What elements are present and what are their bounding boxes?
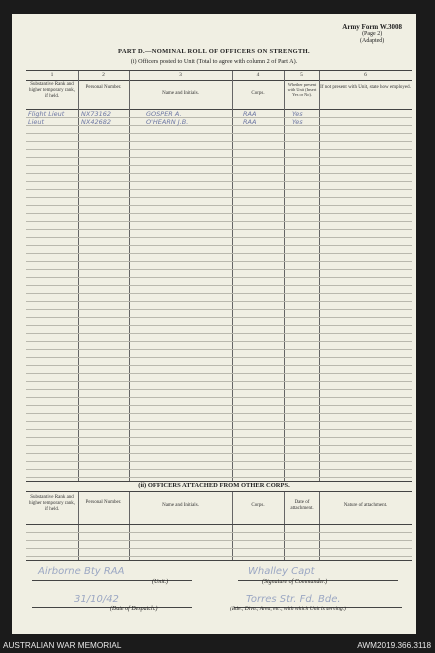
row1-number: NX73162 <box>81 110 111 118</box>
row1-name: GOSPER A. <box>146 110 182 118</box>
bde-value: Torres Str. Fd. Bde. <box>246 594 341 605</box>
table-row-line <box>26 181 412 182</box>
row1-rank: Flight Lieut <box>28 110 65 118</box>
attached-header-nature: Nature of attachment. <box>343 503 388 508</box>
table-row-line <box>26 229 412 230</box>
header-rank: Substantive Rank and higher temporary rank, if held. <box>29 82 75 99</box>
table-row-line <box>26 357 412 358</box>
caption-left: AUSTRALIAN WAR MEMORIAL <box>3 641 122 650</box>
table-row-line <box>26 381 412 382</box>
table-row-line <box>26 413 412 414</box>
table-row-line <box>26 205 412 206</box>
table-row-line <box>26 213 412 214</box>
row1-corps: RAA <box>243 110 257 118</box>
attached-header-personal-number: Personal Number. <box>85 500 122 505</box>
table-row-line <box>26 477 412 478</box>
header-corps: Corps. <box>251 91 265 96</box>
table-row-line <box>26 197 412 198</box>
col-number-1: 1 <box>50 72 54 78</box>
table-row-line <box>26 141 412 142</box>
row2-name: O'HEARN J.B. <box>146 118 189 126</box>
table-row-line <box>26 373 412 374</box>
table-row-line <box>26 333 412 334</box>
part-d-title: PART D.—NOMINAL ROLL OF OFFICERS ON STRENGTH. <box>118 48 310 55</box>
date-value: 31/10/42 <box>74 594 119 605</box>
table-row-line <box>26 173 412 174</box>
attached-row-line <box>26 556 412 557</box>
table-row-line <box>26 421 412 422</box>
header-present: Whether present with Unit (Insert Yes or No). <box>287 82 317 97</box>
table-row-line <box>26 157 412 158</box>
unit-value: Airborne Bty RAA <box>38 566 125 577</box>
table-row-line <box>26 221 412 222</box>
header-employment: If not present with Unit, state how employed. <box>320 85 411 90</box>
table-row-line <box>26 237 412 238</box>
col-number-4: 4 <box>256 72 260 78</box>
col-number-3: 3 <box>179 72 182 78</box>
officers-attached-table <box>26 491 412 561</box>
caption-bar <box>0 639 435 653</box>
col-number-6: 6 <box>364 72 367 78</box>
table-row-line <box>26 285 412 286</box>
form-page <box>12 14 416 634</box>
table-row-line <box>26 149 412 150</box>
table-row-line <box>26 189 412 190</box>
table-row-line <box>26 133 412 134</box>
table-row-line <box>26 365 412 366</box>
row2-present: Yes <box>292 118 303 126</box>
table-row-line <box>26 309 412 310</box>
row2-number: NX42682 <box>81 118 111 126</box>
col-number-5: 5 <box>300 72 303 78</box>
col-number-2: 2 <box>102 72 105 78</box>
form-page-number: (Page 2) <box>362 31 383 37</box>
form-name: Army Form W.3008 <box>342 23 402 31</box>
attached-header-date: Date of attachment. <box>290 500 314 511</box>
row2-corps: RAA <box>243 118 257 126</box>
attached-header-corps: Corps. <box>251 503 265 508</box>
header-personal-number: Personal Number. <box>85 85 122 90</box>
table-row-line <box>26 389 412 390</box>
table-row-line <box>26 405 412 406</box>
table-row-line <box>26 349 412 350</box>
form-reference <box>342 24 402 45</box>
table-row-line <box>26 469 412 470</box>
officers-posted-table <box>26 70 412 482</box>
table-row-line <box>26 269 412 270</box>
table-row-line <box>26 165 412 166</box>
table-row-line <box>26 253 412 254</box>
table-row-line <box>26 325 412 326</box>
table-row-line <box>26 461 412 462</box>
unit-label: (Unit.) <box>152 579 169 585</box>
table-row-line <box>26 341 412 342</box>
table-row-line <box>26 277 412 278</box>
row1-present: Yes <box>292 110 303 118</box>
table-row-line <box>26 245 412 246</box>
bde-label: (Bde., Divn., Area, etc., with which Unit is serving.) <box>230 606 346 612</box>
form-adapted-note: (Adapted) <box>359 38 385 44</box>
row2-rank: Lieut <box>28 118 45 126</box>
part-d-subtitle: (i) Officers posted to Unit (Total to agree with column 2 of Part A). <box>130 58 298 65</box>
table-row-line <box>26 429 412 430</box>
table-row-line <box>26 453 412 454</box>
signature-value: Whalley Capt <box>248 566 315 577</box>
attached-header-name: Name and Initials. <box>162 503 199 508</box>
table-row-line <box>26 317 412 318</box>
signature-label: (Signature of Commander.) <box>262 579 328 585</box>
table-row-line <box>26 397 412 398</box>
table-row-line <box>26 437 412 438</box>
attached-row-line <box>26 548 412 549</box>
date-label: (Date of Despatch.) <box>110 606 158 612</box>
table-row-line <box>26 301 412 302</box>
attached-header-rank: Substantive Rank and higher temporary rank, if held. <box>29 495 75 512</box>
attached-row-line <box>26 540 412 541</box>
attached-row-line <box>26 532 412 533</box>
table-row-line <box>26 293 412 294</box>
caption-right: AWM2019.366.3118 <box>357 641 431 650</box>
table-row-line <box>26 445 412 446</box>
table-row-line <box>26 261 412 262</box>
header-name: Name and Initials. <box>162 91 199 96</box>
section-ii-title: (ii) OFFICERS ATTACHED FROM OTHER CORPS. <box>138 482 290 489</box>
